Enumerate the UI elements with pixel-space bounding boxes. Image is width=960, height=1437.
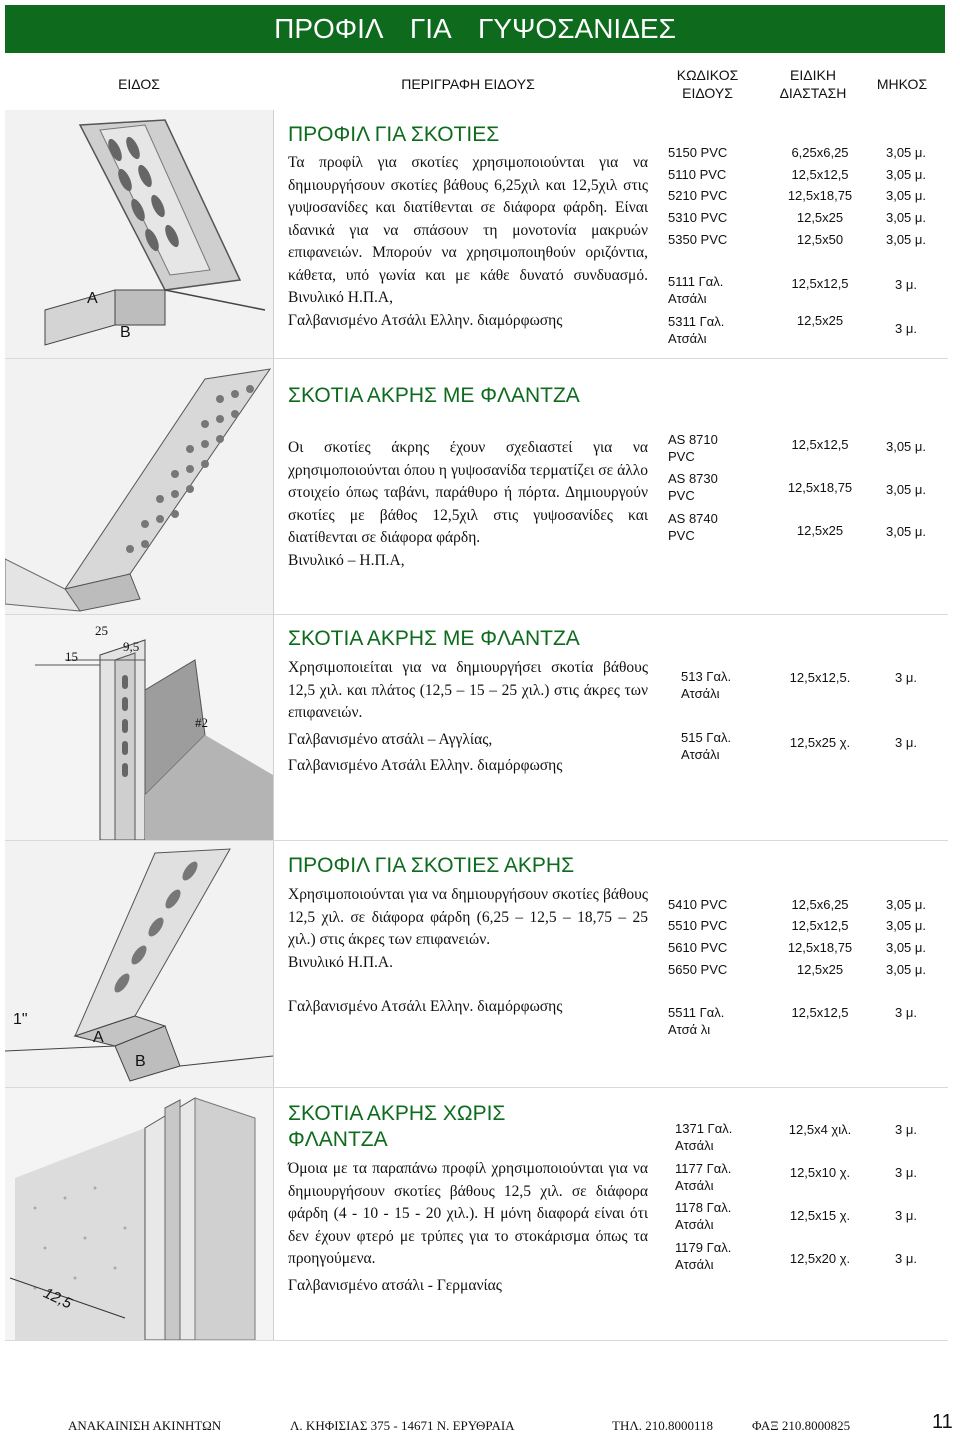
product-dimension: 12,5x12,5. — [789, 670, 851, 685]
product-code: 5410 PVC — [668, 897, 728, 912]
product-code: AS 8710 PVC — [668, 432, 718, 464]
product-length: 3,05 μ. — [885, 232, 926, 247]
description-paragraph: Βινυλικό Η.Π.Α. — [288, 953, 393, 971]
product-dimension: 12,5x12,5 — [791, 437, 849, 452]
image-label-a: A — [87, 290, 98, 307]
product-code: 5110 PVC — [668, 167, 727, 182]
product-dimension: 12,5x12,5 — [791, 918, 849, 933]
product-dimension: 12,5x20 χ. — [789, 1251, 851, 1266]
section-title-3: ΣΚΟΤΙΑ ΑΚΡΗΣ ΜΕ ΦΛΑΝΤΖΑ — [288, 627, 580, 650]
product-dimension: 12,5x10 χ. — [789, 1165, 851, 1180]
profile-drawing-2 — [5, 359, 273, 614]
product-length: 3 μ. — [895, 1208, 917, 1223]
product-length: 3 μ. — [895, 735, 917, 750]
section-title-2: ΣΚΟΤΙΑ ΑΚΡΗΣ ΜΕ ΦΛΑΝΤΖΑ — [288, 384, 580, 407]
product-dimension: 12,5x12,5 — [791, 167, 849, 182]
length-column-2 — [875, 359, 937, 614]
product-length: 3,05 μ. — [885, 210, 926, 225]
product-code: AS 8740 PVC — [668, 511, 718, 543]
image-label-depth: 9,5 — [123, 639, 140, 654]
product-code: 5311 Γαλ. Ατσάλι — [668, 314, 725, 346]
description-paragraph: Όμοια με τα παραπάνω προφίλ χρησιμοποιούνται για να δημιουργήσουν σκοτίες βάθους 12,5 χιλ. σε διάφορα φάρδη (4 - 10 - 15 - 20 χιλ.). Η μόνη διαφορά είναι ότι δεν έχουν φτερό με τρύπες για το στοκάρισμα όπως τα προηγούμενα. — [288, 1160, 648, 1267]
section-description-4 — [288, 884, 648, 1019]
product-dimension: 12,5x18,75 — [787, 940, 853, 955]
product-code: 5650 PVC — [668, 962, 728, 977]
code-column-3 — [668, 615, 758, 840]
description-paragraph: Γαλβανισμένο Ατσάλι Ελλην. διαμόρφωσης — [288, 998, 563, 1015]
header-code-line1: ΚΩΔΙΚΟΣ — [676, 67, 739, 83]
product-code: 1371 Γαλ. Ατσάλι — [675, 1121, 733, 1153]
product-code: 5350 PVC — [668, 232, 728, 247]
product-row-4 — [5, 841, 948, 1088]
dimension-column-3 — [765, 615, 875, 840]
product-row-5 — [5, 1088, 948, 1341]
product-length: 3,05 μ. — [885, 524, 926, 539]
description-paragraph: Τα προφίλ για σκοτίες χρησιμοποιούνται για να δημιουργήσουν σκοτίες βάθους 6,25χιλ και 12,5χιλ στις γυψοσανίδες και διατίθενται σε διάφορα φάρδη. Είναι ιδανικά για να σπάσουν τη μονοτονία μακρυών επιφανειών. Μπορούν να χρησιμοποιηθούν οριζόντια, κάθετα, υπό γωνία και με κάθε δυνατό συνδυασμό. Βινυλικό Η.Π.Α, — [288, 154, 648, 306]
header-length: ΜΗΚΟΣ — [876, 76, 928, 92]
length-column-1 — [875, 110, 937, 358]
product-image-4 — [5, 841, 274, 1087]
footer-company: ΑΝΑΚΑΙΝΙΣΗ ΑΚΙΝΗΤΩΝ — [68, 1418, 222, 1433]
product-code: 5210 PVC — [668, 188, 728, 203]
product-code: 5511 Γαλ. Ατσά λι — [668, 1005, 725, 1037]
section-description-2 — [288, 437, 648, 572]
product-dimension: 12,5x25 — [796, 313, 844, 328]
dimension-column-5 — [765, 1088, 875, 1340]
page-number: 11 — [932, 1411, 953, 1433]
length-column-3 — [875, 615, 937, 840]
product-code: AS 8730 PVC — [668, 471, 718, 503]
product-row-2 — [5, 359, 948, 615]
image-label-depth: 12,5 — [40, 1284, 75, 1313]
header-dimension-line2: ΔΙΑΣΤΑΣΗ — [779, 85, 847, 101]
profile-drawing-1 — [5, 110, 273, 358]
product-length: 3,05 μ. — [885, 482, 926, 497]
product-dimension: 12,5x25 — [796, 962, 844, 977]
image-label-width: 25 — [95, 623, 108, 638]
product-row-3 — [5, 615, 948, 841]
page-title: ΠΡΟΦΙΛ ΓΙΑ ΓΥΨΟΣΑΝΙΔΕΣ — [5, 5, 945, 53]
product-length: 3 μ. — [895, 321, 917, 336]
footer-phone: ΤΗΛ. 210.8000118 — [612, 1418, 714, 1433]
product-length: 3,05 μ. — [885, 167, 926, 182]
image-label-b: B — [135, 1053, 146, 1070]
image-label-a: A — [93, 1029, 104, 1046]
description-paragraph: Γαλβανισμένο ατσάλι – Αγγλίας, — [288, 730, 493, 748]
product-dimension: 12,5x18,75 — [787, 480, 853, 495]
product-length: 3,05 μ. — [885, 940, 926, 955]
product-dimension: 12,5x25 — [796, 523, 844, 538]
product-code: 5510 PVC — [668, 918, 728, 933]
section-description-5 — [288, 1158, 648, 1297]
product-length: 3 μ. — [895, 1122, 917, 1137]
footer-address: Λ. ΚΗΦΙΣΙΑΣ 375 - 14671 Ν. ΕΡΥΘΡΑΙΑ — [290, 1418, 515, 1433]
product-code: 1177 Γαλ. Ατσάλι — [675, 1161, 732, 1193]
product-code: 1178 Γαλ. Ατσάλι — [675, 1200, 732, 1232]
description-paragraph: Γαλβανισμένο Ατσάλι Ελλην. διαμόρφωσης — [288, 311, 563, 329]
product-code: 513 Γαλ. Ατσάλι — [681, 669, 732, 701]
product-length: 3 μ. — [895, 277, 917, 292]
description-paragraph: Γαλβανισμένο ατσάλι - Γερμανίας — [288, 1276, 502, 1294]
product-length: 3,05 μ. — [885, 897, 926, 912]
section-title-5-text: ΣΚΟΤΙΑ ΑΚΡΗΣ ΧΩΡΙΣ ΦΛΑΝΤΖΑ — [288, 1102, 506, 1151]
product-dimension: 12,5x25 — [796, 210, 844, 225]
product-row-1 — [5, 110, 948, 359]
product-code: 5150 PVC — [668, 145, 728, 160]
product-length: 3,05 μ. — [885, 188, 926, 203]
section-title-1: ΠΡΟΦΙΛ ΓΙΑ ΣΚΟΤΙΕΣ — [288, 123, 500, 146]
code-column-5 — [668, 1088, 758, 1340]
product-length: 3 μ. — [895, 1165, 917, 1180]
header-code-line2: ΕΙΔΟΥΣ — [682, 85, 733, 101]
product-image-1 — [5, 110, 274, 358]
image-label-b: B — [120, 324, 131, 341]
code-column-4 — [668, 841, 758, 1087]
product-length: 3,05 μ. — [885, 918, 926, 933]
dimension-column-2 — [765, 359, 875, 614]
length-column-5 — [875, 1088, 937, 1340]
product-length: 3 μ. — [895, 1251, 917, 1266]
product-image-3 — [5, 615, 274, 840]
product-dimension: 6,25x6,25 — [791, 145, 849, 160]
image-label-code: #2 — [195, 715, 208, 730]
product-image-5 — [5, 1088, 274, 1340]
header-code — [660, 63, 755, 105]
description-paragraph: Χρησιμοποιείται για να δημιουργήσει σκοτία βάθους 12,5 χιλ. και πλάτος (12,5 – 15 – 25 χιλ.) στις άκρες των επιφανειών. — [288, 659, 648, 721]
product-length: 3 μ. — [895, 1005, 917, 1020]
dimension-column-4 — [765, 841, 875, 1087]
product-length: 3,05 μ. — [885, 962, 926, 977]
product-length: 3 μ. — [895, 670, 917, 685]
product-code: 5310 PVC — [668, 210, 728, 225]
product-dimension: 12,5x4 χιλ. — [788, 1122, 852, 1137]
product-dimension: 12,5x12,5 — [791, 1005, 849, 1020]
product-dimension: 12,5x50 — [796, 232, 844, 247]
product-dimension: 12,5x6,25 — [791, 897, 849, 912]
header-type: ΕΙΔΟΣ — [118, 76, 160, 92]
image-label-flange: 15 — [65, 649, 78, 664]
product-code: 1179 Γαλ. Ατσάλι — [675, 1240, 732, 1272]
profile-drawing-4 — [5, 841, 273, 1087]
footer-fax: ΦΑΞ 210.8000825 — [752, 1418, 851, 1433]
product-length: 3,05 μ. — [885, 145, 926, 160]
product-dimension: 12,5x12,5 — [791, 276, 849, 291]
header-dimension — [757, 63, 869, 105]
header-description: ΠΕΡΙΓΡΑΦΗ ΕΙΔΟΥΣ — [401, 76, 535, 92]
code-column-1 — [668, 110, 758, 358]
section-title-4: ΠΡΟΦΙΛ ΓΙΑ ΣΚΟΤΙΕΣ ΑΚΡΗΣ — [288, 854, 575, 877]
header-dimension-line1: ΕΙΔΙΚΗ — [790, 67, 836, 83]
section-description-1 — [288, 152, 648, 332]
image-label-inch: 1" — [13, 1011, 28, 1028]
product-dimension: 12,5x25 χ. — [789, 735, 851, 750]
length-column-4 — [875, 841, 937, 1087]
dimension-column-1 — [765, 110, 875, 358]
product-dimension: 12,5x18,75 — [787, 188, 853, 203]
product-code: 5111 Γαλ. Ατσάλι — [668, 274, 724, 306]
description-paragraph: Οι σκοτίες άκρης έχουν σχεδιαστεί για να χρησιμοποιούνται όπου η γυψοσανίδα τερματίζει σε άλλο στοιχείο όπως ταβάνι, παράθυρο ή πόρτα. Δημιουργούν σκοτίες με βάθος 12,5χιλ στις γυψοσανίδες και διατίθενται σε διάφορα φάρδη. — [288, 439, 648, 546]
product-code: 515 Γαλ. Ατσάλι — [681, 730, 732, 762]
product-image-2 — [5, 359, 274, 614]
product-dimension: 12,5x15 χ. — [789, 1208, 851, 1223]
product-code: 5610 PVC — [668, 940, 728, 955]
description-paragraph: Χρησιμοποιούνται για να δημιουργήσουν σκοτίες βάθους 12,5 χιλ. σε διάφορα φάρδη (6,25 – 12,5 – 18,75 – 25 χιλ.) στις άκρες των επιφανειών. — [288, 886, 648, 948]
description-paragraph: Γαλβανισμένο Ατσάλι Ελλην. διαμόρφωσης — [288, 757, 563, 774]
code-column-2 — [668, 359, 758, 614]
product-length: 3,05 μ. — [885, 439, 926, 454]
section-description-3 — [288, 657, 648, 778]
description-paragraph: Βινυλικό – Η.Π.Α, — [288, 551, 405, 569]
section-title-5 — [288, 1101, 533, 1153]
